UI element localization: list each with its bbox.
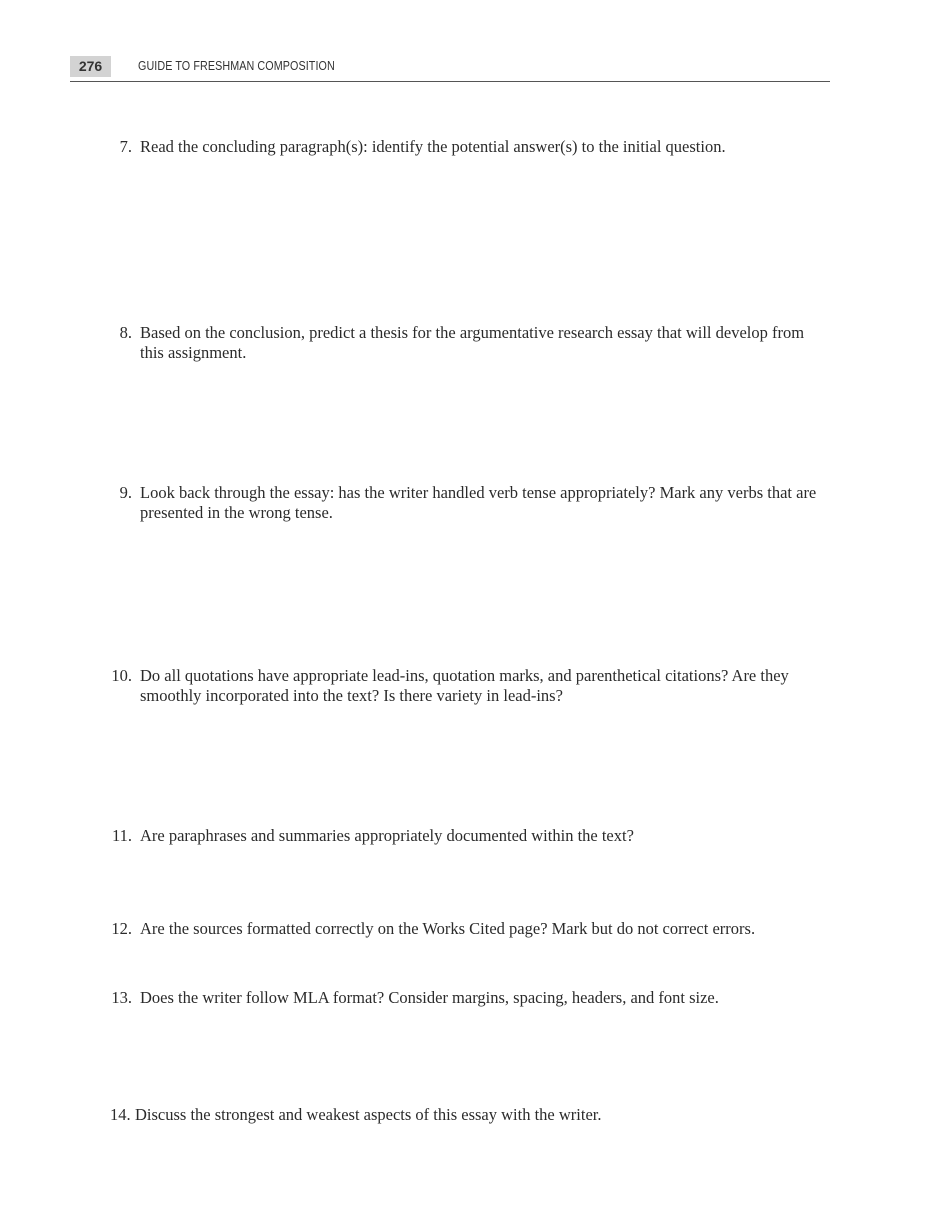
- question-text: Read the concluding paragraph(s): identify the potential answer(s) to the initial question.: [140, 137, 726, 156]
- question-text: Do all quotations have appropriate lead-ins, quotation marks, and parenthetical citations? Are they smoothly incorporated into the text? Is there variety in lead-ins?: [140, 666, 789, 705]
- question-12: [102, 919, 832, 939]
- question-13: [102, 988, 832, 1008]
- page-header: [70, 56, 830, 82]
- question-11: [102, 826, 832, 846]
- question-text: Based on the conclusion, predict a thesis for the argumentative research essay that will develop from this assignment.: [140, 323, 805, 362]
- question-number: 11.: [111, 826, 132, 845]
- question-number: 13.: [111, 988, 132, 1007]
- question-10: [102, 666, 832, 706]
- question-text: Look back through the essay: has the writer handled verb tense appropriately? Mark any verbs that are presented in the wrong tense.: [140, 483, 817, 522]
- question-8: [102, 323, 832, 363]
- question-number: 14.: [110, 1105, 131, 1124]
- running-title: GUIDE TO FRESHMAN COMPOSITION: [138, 59, 335, 73]
- question-9: [102, 483, 832, 523]
- question-number: 9.: [119, 483, 132, 502]
- question-text: Does the writer follow MLA format? Consider margins, spacing, headers, and font size.: [140, 988, 719, 1007]
- question-number: 10.: [111, 666, 132, 685]
- question-number: 12.: [111, 919, 132, 938]
- question-7: [102, 137, 832, 157]
- question-14: [102, 1105, 832, 1125]
- question-number: 8.: [119, 323, 132, 342]
- question-text: Are the sources formatted correctly on the Works Cited page? Mark but do not correct errors.: [140, 919, 756, 938]
- question-number: 7.: [119, 137, 132, 156]
- page-number: 276: [70, 56, 111, 77]
- question-text: Discuss the strongest and weakest aspects of this essay with the writer.: [135, 1105, 602, 1124]
- question-text: Are paraphrases and summaries appropriately documented within the text?: [140, 826, 634, 845]
